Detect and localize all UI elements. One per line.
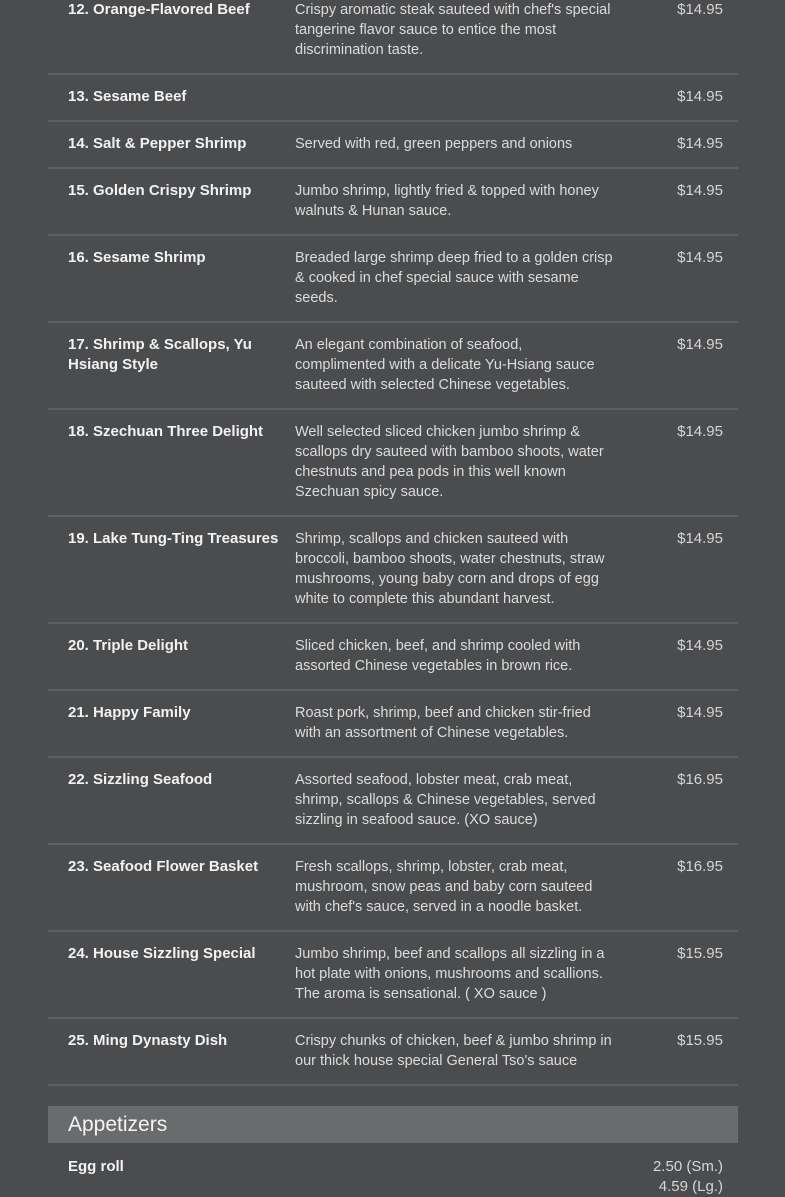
menu-item-description: Crispy aromatic steak sauteed with chef's special tangerine flavor sauce to entice the most discrimination taste. (295, 2, 611, 58)
menu-item-price: $14.95 (677, 704, 723, 721)
menu-item-price: $14.95 (677, 530, 723, 547)
menu-item-name: 14. Salt & Pepper Shrimp (68, 135, 247, 152)
menu-item (48, 758, 738, 845)
menu-item-name: 25. Ming Dynasty Dish (68, 1032, 228, 1049)
menu-item-name: 21. Happy Family (68, 704, 191, 721)
menu-item-description: Roast pork, shrimp, beef and chicken stir-fried with an assortment of Chinese vegetables. (295, 705, 591, 741)
menu-item-description: Jumbo shrimp, lightly fried & topped with honey walnuts & Hunan sauce. (295, 183, 599, 219)
menu-item (48, 0, 738, 75)
menu-item (48, 1019, 738, 1086)
menu-item (48, 236, 738, 323)
section-title: Appetizers (68, 1113, 168, 1136)
menu-item-price: $14.95 (677, 182, 723, 199)
section-header-appetizers (48, 1106, 738, 1143)
menu-item-description: Assorted seafood, lobster meat, crab meat, shrimp, scallops & Chinese vegetables, served sizzling in seafood sauce. (XO sauce) (295, 772, 596, 828)
menu-item-name: 22. Sizzling Seafood (68, 771, 213, 788)
menu-item-price: $14.95 (677, 336, 723, 353)
menu-item-name: 23. Seafood Flower Basket (68, 858, 259, 875)
menu-item (48, 323, 738, 410)
price-large: 4.59 (Lg.) (658, 1178, 723, 1195)
menu-item-egg-roll (48, 1143, 738, 1197)
menu-item-price: $15.95 (677, 945, 723, 962)
menu-item-price: $14.95 (677, 135, 723, 152)
menu-item-name: 15. Golden Crispy Shrimp (68, 182, 252, 199)
menu-list (48, 0, 738, 1197)
menu-item-name: Egg roll (68, 1158, 124, 1175)
menu-item (48, 410, 738, 517)
menu-item-description: Well selected sliced chicken jumbo shrimp & scallops dry sauteed with bamboo shoots, water chestnuts and pea pods in this well known Szechuan spicy sauce. (295, 424, 604, 500)
menu-item (48, 75, 738, 122)
menu-item-description: An elegant combination of seafood, complimented with a delicate Yu-Hsiang sauce sauteed with selected Chinese vegetables. (295, 337, 595, 393)
menu-item-price: $14.95 (677, 88, 723, 105)
menu-item-description: Shrimp, scallops and chicken sauteed with broccoli, bamboo shoots, water chestnuts, straw mushrooms, young baby corn and drops of egg white to complete this abundant harvest. (295, 531, 605, 607)
menu-item-price: $14.95 (677, 637, 723, 654)
menu-item-description: Sliced chicken, beef, and shrimp cooled with assorted Chinese vegetables in brown rice. (295, 638, 581, 674)
menu-item (48, 932, 738, 1019)
entrees-section (48, 0, 738, 1086)
menu-item (48, 169, 738, 236)
menu-item-name: 12. Orange-Flavored Beef (68, 1, 250, 18)
menu-item (48, 624, 738, 691)
menu-item-description: Jumbo shrimp, beef and scallops all sizzling in a hot plate with onions, mushrooms and scallions. The aroma is sensational. ( XO sauce ) (295, 946, 605, 1002)
menu-item-name: 24. House Sizzling Special (68, 945, 256, 962)
menu-item-name: 20. Triple Delight (68, 637, 189, 654)
menu-item (48, 517, 738, 624)
menu-item (48, 845, 738, 932)
menu-item-price: $14.95 (677, 249, 723, 266)
menu-item-price: $16.95 (677, 858, 723, 875)
menu-item-price: $14.95 (677, 423, 723, 440)
menu-item (48, 691, 738, 758)
menu-item-price: $14.95 (677, 1, 723, 18)
menu-item-description: Crispy chunks of chicken, beef & jumbo shrimp in our thick house special General Tso's sauce (295, 1033, 612, 1069)
menu-item-description: Served with red, green peppers and onions (295, 136, 573, 152)
menu-item (48, 122, 738, 169)
menu-item-description: Fresh scallops, shrimp, lobster, crab meat, mushroom, snow peas and baby corn sauteed with chef's sauce, served in a noodle basket. (295, 859, 593, 915)
menu-item-name: 16. Sesame Shrimp (68, 249, 206, 266)
menu-item-description: Breaded large shrimp deep fried to a golden crisp & cooked in chef special sauce with sesame seeds. (295, 250, 613, 306)
menu-item-name: 17. Shrimp & Scallops, Yu Hsiang Style (68, 336, 252, 373)
menu-item-price: $15.95 (677, 1032, 723, 1049)
menu-item-name: 19. Lake Tung-Ting Treasures (68, 530, 279, 547)
price-small: 2.50 (Sm.) (652, 1158, 723, 1175)
menu-item-name: 18. Szechuan Three Delight (68, 423, 264, 440)
menu-item-price: $16.95 (677, 771, 723, 788)
menu-item-prices (653, 1157, 723, 1197)
menu-item-name: 13. Sesame Beef (68, 88, 187, 105)
